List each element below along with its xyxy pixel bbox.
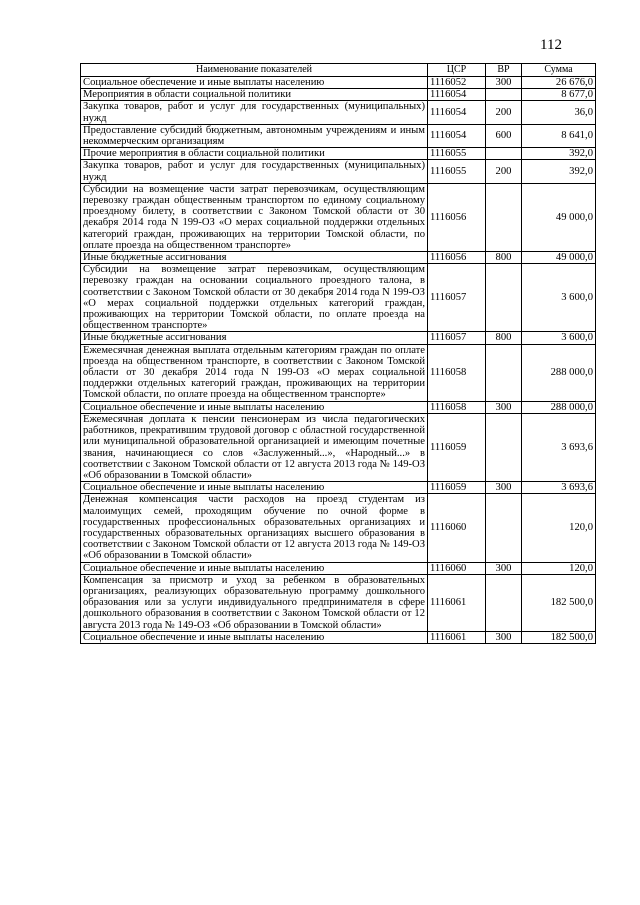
row-name: Ежемесячная денежная выплата отдельным категориям граждан по оплате проезда на общественном транспорте, в соответствии с Законом Томской области от 30 декабря 2014 года N 199-ОЗ «О мерах социальной поддержки отдельных категорий граждан, проживающих на территории Томской области, по оплате проезда на общественном транспорте» bbox=[81, 344, 428, 401]
row-name: Денежная компенсация части расходов на проезд студентам из малоимущих семей, проходящим обучение по очной форме в государственных профессиональных образовательных организациях и государственных образовательных организациях высшего образования в соответствии с Законом Томской области от 12 августа 2013 года № 149-ОЗ «Об образовании в Томской области» bbox=[81, 494, 428, 562]
row-vr: 200 bbox=[486, 160, 522, 183]
page-number: 112 bbox=[540, 37, 562, 53]
row-csr: 1116054 bbox=[428, 124, 486, 147]
header-csr: ЦСР bbox=[428, 64, 486, 77]
row-name: Социальное обеспечение и иные выплаты населению bbox=[81, 482, 428, 494]
row-csr: 1116055 bbox=[428, 160, 486, 183]
row-csr: 1116061 bbox=[428, 574, 486, 631]
row-name: Закупка товаров, работ и услуг для государственных (муниципальных) нужд bbox=[81, 101, 428, 124]
row-name: Социальное обеспечение и иные выплаты населению bbox=[81, 401, 428, 413]
row-vr: 800 bbox=[486, 252, 522, 264]
budget-table bbox=[80, 63, 596, 644]
row-vr: 300 bbox=[486, 482, 522, 494]
row-vr: 300 bbox=[486, 562, 522, 574]
row-sum: 3 600,0 bbox=[522, 264, 596, 332]
table-row bbox=[81, 183, 596, 251]
row-sum: 49 000,0 bbox=[522, 252, 596, 264]
row-csr: 1116060 bbox=[428, 494, 486, 562]
row-sum: 3 600,0 bbox=[522, 332, 596, 344]
row-name: Мероприятия в области социальной политики bbox=[81, 89, 428, 101]
row-sum: 3 693,6 bbox=[522, 413, 596, 481]
row-name: Иные бюджетные ассигнования bbox=[81, 252, 428, 264]
table-row bbox=[81, 160, 596, 183]
row-csr: 1116056 bbox=[428, 183, 486, 251]
row-vr: 200 bbox=[486, 101, 522, 124]
row-vr: 300 bbox=[486, 401, 522, 413]
row-vr bbox=[486, 413, 522, 481]
row-vr bbox=[486, 264, 522, 332]
table-row bbox=[81, 413, 596, 481]
row-sum: 49 000,0 bbox=[522, 183, 596, 251]
table-row bbox=[81, 631, 596, 643]
row-csr: 1116057 bbox=[428, 264, 486, 332]
row-name: Субсидии на возмещение затрат перевозчикам, осуществляющим перевозку граждан на основании социального проездного талона, в соответствии с Законом Томской области от 30 декабря 2014 года N 199-ОЗ «О мерах социальной поддержки отдельных категорий граждан, проживающих на территории Томской области, по оплате проезда на общественном транспорте» bbox=[81, 264, 428, 332]
row-csr: 1116061 bbox=[428, 631, 486, 643]
row-sum: 288 000,0 bbox=[522, 344, 596, 401]
table-row bbox=[81, 574, 596, 631]
row-vr bbox=[486, 574, 522, 631]
header-name: Наименование показателей bbox=[81, 64, 428, 77]
row-sum: 120,0 bbox=[522, 562, 596, 574]
row-name: Иные бюджетные ассигнования bbox=[81, 332, 428, 344]
table-row bbox=[81, 148, 596, 160]
table-row bbox=[81, 332, 596, 344]
table-row bbox=[81, 264, 596, 332]
row-sum: 288 000,0 bbox=[522, 401, 596, 413]
row-sum: 182 500,0 bbox=[522, 631, 596, 643]
row-name: Предоставление субсидий бюджетным, автономным учреждениям и иным некоммерческим организациям bbox=[81, 124, 428, 147]
row-sum: 120,0 bbox=[522, 494, 596, 562]
row-csr: 1116058 bbox=[428, 401, 486, 413]
row-name: Закупка товаров, работ и услуг для государственных (муниципальных) нужд bbox=[81, 160, 428, 183]
row-vr: 300 bbox=[486, 77, 522, 89]
table-row bbox=[81, 482, 596, 494]
table-row bbox=[81, 562, 596, 574]
row-sum: 392,0 bbox=[522, 148, 596, 160]
row-vr bbox=[486, 344, 522, 401]
table-row bbox=[81, 344, 596, 401]
header-vr: ВР bbox=[486, 64, 522, 77]
row-csr: 1116059 bbox=[428, 413, 486, 481]
row-csr: 1116055 bbox=[428, 148, 486, 160]
row-vr bbox=[486, 183, 522, 251]
table-row bbox=[81, 101, 596, 124]
row-name: Социальное обеспечение и иные выплаты населению bbox=[81, 631, 428, 643]
row-vr bbox=[486, 494, 522, 562]
table-row bbox=[81, 77, 596, 89]
row-sum: 36,0 bbox=[522, 101, 596, 124]
row-name: Социальное обеспечение и иные выплаты населению bbox=[81, 562, 428, 574]
row-sum: 3 693,6 bbox=[522, 482, 596, 494]
row-csr: 1116054 bbox=[428, 89, 486, 101]
row-name: Ежемесячная доплата к пенсии пенсионерам из числа педагогических работников, прекратившим трудовой договор с областной государственной или муниципальной образовательной организацией и имеющим почетные звания, начинающиеся со слов «Заслуженный...», «Народный...» в соответствии с Законом Томской области от 12 августа 2013 года № 149-ОЗ «Об образовании в Томской области» bbox=[81, 413, 428, 481]
row-csr: 1116052 bbox=[428, 77, 486, 89]
table-row bbox=[81, 89, 596, 101]
row-sum: 182 500,0 bbox=[522, 574, 596, 631]
row-name: Социальное обеспечение и иные выплаты населению bbox=[81, 77, 428, 89]
row-name: Компенсация за присмотр и уход за ребенком в образовательных организациях, реализующих образовательную программу дошкольного образования или за услуги индивидуального предпринимателя в сфере дошкольного образования в соответствии с Законом Томской области от 12 августа 2013 года № 149-ОЗ «Об образовании в Томской области» bbox=[81, 574, 428, 631]
row-csr: 1116056 bbox=[428, 252, 486, 264]
row-sum: 8 641,0 bbox=[522, 124, 596, 147]
row-vr: 600 bbox=[486, 124, 522, 147]
row-name: Субсидии на возмещение части затрат перевозчикам, осуществляющим перевозку граждан общественным транспортом по единому социальному проездному билету, в соответствии с Законом Томской области от 30 декабря 2014 года N 199-ОЗ «О мерах социальной поддержки отдельных категорий граждан, проживающих на территории Томской области, по оплате проезда на общественном транспорте» bbox=[81, 183, 428, 251]
row-sum: 8 677,0 bbox=[522, 89, 596, 101]
row-csr: 1116054 bbox=[428, 101, 486, 124]
row-name: Прочие мероприятия в области социальной политики bbox=[81, 148, 428, 160]
table-row bbox=[81, 401, 596, 413]
table-row bbox=[81, 494, 596, 562]
row-sum: 26 676,0 bbox=[522, 77, 596, 89]
row-csr: 1116060 bbox=[428, 562, 486, 574]
row-csr: 1116059 bbox=[428, 482, 486, 494]
row-vr bbox=[486, 148, 522, 160]
row-sum: 392,0 bbox=[522, 160, 596, 183]
row-vr: 300 bbox=[486, 631, 522, 643]
table-row bbox=[81, 252, 596, 264]
table-header-row bbox=[81, 64, 596, 77]
row-vr: 800 bbox=[486, 332, 522, 344]
row-csr: 1116057 bbox=[428, 332, 486, 344]
header-sum: Сумма bbox=[522, 64, 596, 77]
table-row bbox=[81, 124, 596, 147]
row-vr bbox=[486, 89, 522, 101]
row-csr: 1116058 bbox=[428, 344, 486, 401]
